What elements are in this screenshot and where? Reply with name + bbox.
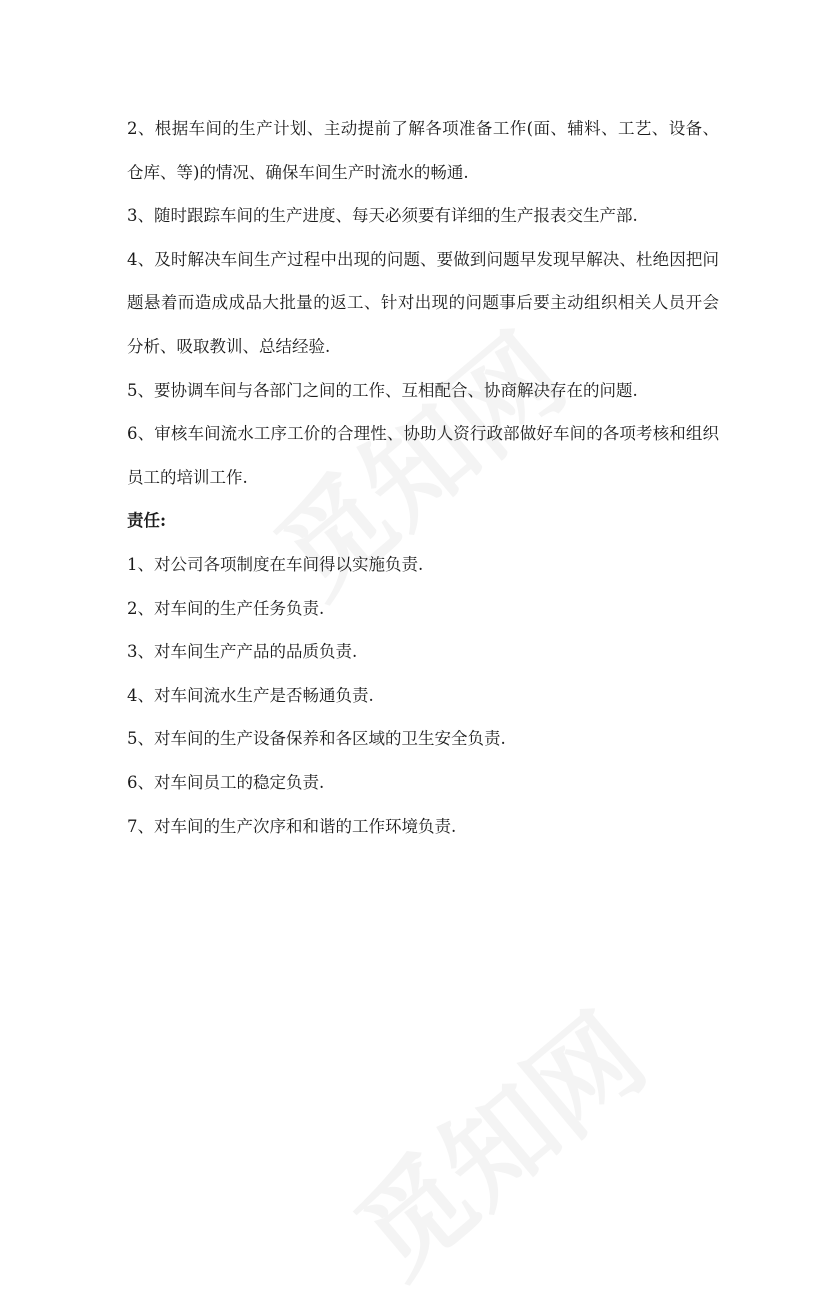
duty-item: 3、随时跟踪车间的生产进度、每天必须要有详细的生产报表交生产部. <box>127 206 638 226</box>
responsibility-item: 5、对车间的生产设备保养和各区域的卫生安全负责. <box>127 729 506 749</box>
responsibility-item: 6、对车间员工的稳定负责. <box>127 772 325 792</box>
duty-item: 5、要协调车间与各部门之间的工作、互相配合、协商解决存在的问题. <box>127 380 638 400</box>
responsibility-item: 3、对车间生产产品的品质负责. <box>127 642 358 662</box>
responsibility-item: 1、对公司各项制度在车间得以实施负责. <box>127 554 424 574</box>
duty-item: 4、及时解决车间生产过程中出现的问题、要做到问题早发现早解决、杜绝因把问题悬着而造成成品大批量的返工、针对出现的问题事后要主动组织相关人员开会分析、吸取教训、总结经验. <box>127 249 719 356</box>
duty-item: 6、审核车间流水工序工价的合理性、协助人资行政部做好车间的各项考核和组织员工的培训工作. <box>127 424 719 487</box>
duty-item: 2、根据车间的生产计划、主动提前了解各项准备工作(面、辅料、工艺、设备、仓库、等)的情况、确保车间生产时流水的畅通. <box>127 119 719 182</box>
responsibility-item: 7、对车间的生产次序和和谐的工作环境负责. <box>127 816 457 836</box>
responsibility-heading: 责任: <box>127 511 167 531</box>
document-body <box>127 107 719 848</box>
watermark <box>318 972 672 1305</box>
responsibility-item: 2、对车间的生产任务负责. <box>127 598 325 618</box>
responsibility-item: 4、对车间流水生产是否畅通负责. <box>127 685 374 705</box>
